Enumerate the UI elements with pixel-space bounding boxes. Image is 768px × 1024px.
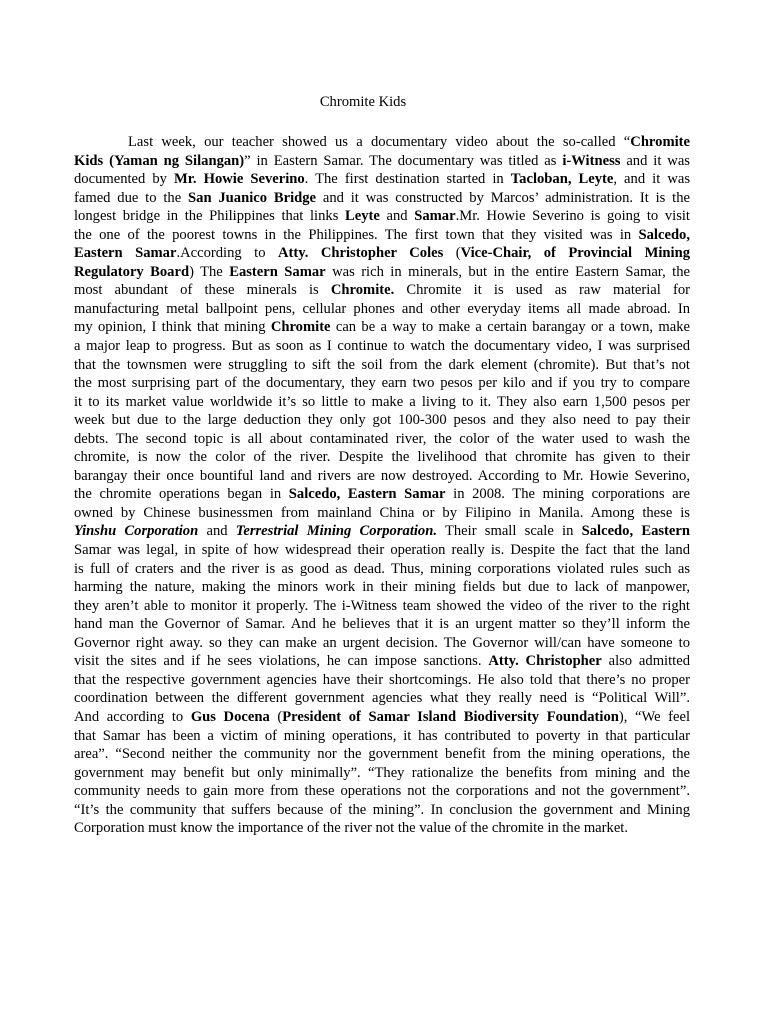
text-run: longest bridge in the Philippines that links: [74, 208, 346, 225]
text-line: [74, 504, 690, 523]
emphasized-text: Terrestrial Mining Corporation.: [235, 523, 437, 540]
emphasized-text: Tacloban, Leyte: [510, 171, 614, 188]
text-run: that Samar has been a victim of mining operations, it has contributed to poverty in that particular: [74, 727, 690, 744]
text-run: most abundant of these minerals is: [74, 282, 331, 299]
text-run: government may benefit but only minimally”. “They rationalize the benefits from mining and the: [74, 764, 690, 781]
text-line: [74, 708, 690, 727]
text-line: [74, 578, 690, 597]
text-line: [74, 782, 690, 801]
document-body: [74, 133, 690, 838]
emphasized-text: President of Samar Island Biodiversity Foundation: [282, 708, 619, 725]
text-line: [74, 244, 690, 263]
text-run: , and it was: [613, 171, 691, 188]
text-run: and it was: [620, 152, 690, 169]
text-run: my opinion, I think that mining: [74, 319, 271, 336]
text-run: the chromite operations began in: [74, 486, 289, 503]
text-run: Governor right away. so they can make an urgent decision. The Governor will/can have someone to: [74, 634, 690, 651]
emphasized-text: i-Witness: [562, 152, 621, 169]
text-line: [74, 393, 690, 412]
text-run: community needs to gain more from these operations not the corporations and not the government”.: [74, 783, 690, 800]
emphasized-text: Eastern Samar: [74, 245, 177, 262]
text-line: [74, 411, 690, 430]
emphasized-text: Salcedo, Eastern Samar: [288, 486, 446, 503]
text-line: [74, 652, 690, 671]
text-run: and: [379, 208, 415, 225]
text-run: visit the sites and if he sees violations, he can impose sanctions.: [74, 653, 489, 670]
emphasized-text: Atty. Christopher: [488, 653, 602, 670]
text-run: Samar was legal, in spite of how widespread their operation really is. Despite the fact that the land: [74, 542, 690, 559]
text-run: ), “We feel: [618, 708, 691, 725]
text-run: ) The: [189, 263, 230, 280]
text-line: [74, 801, 690, 820]
emphasized-text: Eastern Samar: [229, 263, 326, 280]
text-run: owned by Chinese businessmen from mainland China or by Filipino in Manila. Among these is: [74, 504, 690, 521]
text-line: [74, 522, 690, 541]
text-run: is full of craters and the river is as good as dead. Thus, mining corporations violated rules such as: [74, 560, 690, 577]
emphasized-text: Chromite.: [330, 282, 395, 299]
text-line: [74, 485, 690, 504]
text-run: manufacturing metal ballpoint pens, cellular phones and other everyday items all made abroad. In: [74, 300, 690, 317]
text-run: and: [198, 523, 236, 540]
text-line: [74, 133, 690, 152]
text-run: a major leap to progress. But as soon as I continue to watch the documentary video, I was surprised: [74, 338, 690, 355]
text-line: [74, 819, 690, 838]
text-run: barangay their once bountiful land and rivers are now destroyed. According to Mr. Howie Severino,: [74, 467, 690, 484]
text-line: [74, 745, 690, 764]
emphasized-text: Regulatory Board: [74, 263, 190, 280]
text-run: .According to: [176, 245, 278, 262]
emphasized-text: Salcedo, Eastern: [581, 523, 690, 540]
text-run: area”. “Second neither the community nor the government benefit from the mining operations, the: [74, 746, 690, 763]
text-line: [74, 170, 690, 189]
text-line: [74, 764, 690, 783]
emphasized-text: Chromite: [630, 134, 690, 150]
text-line: [74, 615, 690, 634]
text-run: also admitted: [601, 653, 690, 670]
text-run: Their small scale in: [437, 523, 582, 540]
text-run: that the townsmen were struggling to sift the soil from the dark element (chromite). But that’s not: [74, 356, 690, 373]
text-line: [74, 689, 690, 708]
text-run: (: [269, 708, 283, 725]
text-line: [74, 337, 690, 356]
text-run: week but due to the large deduction they only got 100-300 pesos and they also need to pay their: [74, 412, 690, 429]
text-line: [74, 448, 690, 467]
text-run: can be a way to make a certain barangay or a town, make: [330, 319, 690, 336]
text-line: [74, 541, 690, 560]
text-run: that the respective government agencies have their shortcomings. He also told that there’s no proper: [74, 671, 690, 688]
text-line: [74, 430, 690, 449]
text-run: coordination between the different government agencies what they really need is “Political Will”.: [74, 690, 690, 707]
text-run: (: [443, 245, 461, 262]
text-run: documented by: [74, 171, 174, 188]
text-line: [74, 207, 690, 226]
text-line: [74, 560, 690, 579]
text-run: they aren’t able to monitor it properly. The i-Witness team showed the video of the river to the right: [74, 597, 690, 614]
text-line: [74, 634, 690, 653]
text-line: [74, 318, 690, 337]
emphasized-text: Vice-Chair, of Provincial Mining: [460, 245, 690, 262]
text-line: [74, 189, 690, 208]
text-run: Chromite it is used as raw material for: [394, 282, 690, 299]
text-run: harming the nature, making the minors work in their mining fields but due to lack of manpower,: [74, 579, 690, 596]
emphasized-text: Mr. Howie Severino: [174, 171, 305, 188]
text-run: “It’s the community that suffers because of the mining”. In conclusion the government and Mining: [74, 801, 690, 818]
text-line: [74, 467, 690, 486]
text-run: hand man the Governor of Samar. And he believes that it is an urgent matter so they’ll inform the: [74, 616, 690, 633]
text-run: the most surprising part of the documentary, they earn two pesos per kilo and if you try to compare: [74, 375, 690, 392]
text-run: Last week, our teacher showed us a documentary video about the so-called “: [128, 134, 631, 150]
text-run: chromite, is now the color of the river. Despite the livelihood that chromite has given to their: [74, 449, 690, 466]
text-run: was rich in minerals, but in the entire Eastern Samar, the: [325, 263, 690, 280]
text-run: .Mr. Howie Severino is going to visit: [455, 208, 690, 225]
text-line: [74, 152, 690, 171]
emphasized-text: Atty. Christopher Coles: [277, 245, 444, 262]
text-run: in 2008. The mining corporations are: [445, 486, 690, 503]
text-run: famed due to the: [74, 189, 189, 206]
emphasized-text: Gus Docena: [190, 708, 270, 725]
emphasized-text: San Juanico Bridge: [188, 189, 317, 206]
text-run: debts. The second topic is all about contaminated river, the color of the water used to wash the: [74, 430, 690, 447]
text-run: ” in Eastern Samar. The documentary was titled as: [244, 152, 563, 169]
emphasized-text: Leyte: [345, 208, 380, 225]
text-line: [74, 374, 690, 393]
text-line: [74, 597, 690, 616]
text-line: [74, 356, 690, 375]
text-line: [74, 281, 690, 300]
text-line: [74, 263, 690, 282]
document-title: Chromite Kids: [319, 94, 407, 110]
emphasized-text: Yinshu Corporation: [74, 523, 199, 540]
text-run: . The first destination started in: [304, 171, 511, 188]
emphasized-text: Kids (Yaman ng Silangan): [74, 152, 245, 169]
emphasized-text: Chromite: [270, 319, 331, 336]
emphasized-text: Samar: [414, 208, 456, 225]
text-line: [74, 300, 690, 319]
text-run: it to its market value worldwide it’s so little to make a living to it. They also earn 1,500 pesos per: [74, 393, 690, 410]
text-run: the one of the poorest towns in the Philippines. The first town that they visited was in: [74, 226, 639, 243]
emphasized-text: Salcedo,: [638, 226, 690, 243]
text-line: [74, 671, 690, 690]
text-line: [74, 727, 690, 746]
text-run: Corporation must know the importance of the river not the value of the chromite in the market.: [74, 820, 628, 837]
text-line: [74, 226, 690, 245]
text-run: and it was constructed by Marcos’ administration. It is the: [316, 189, 691, 206]
text-run: And according to: [74, 708, 191, 725]
